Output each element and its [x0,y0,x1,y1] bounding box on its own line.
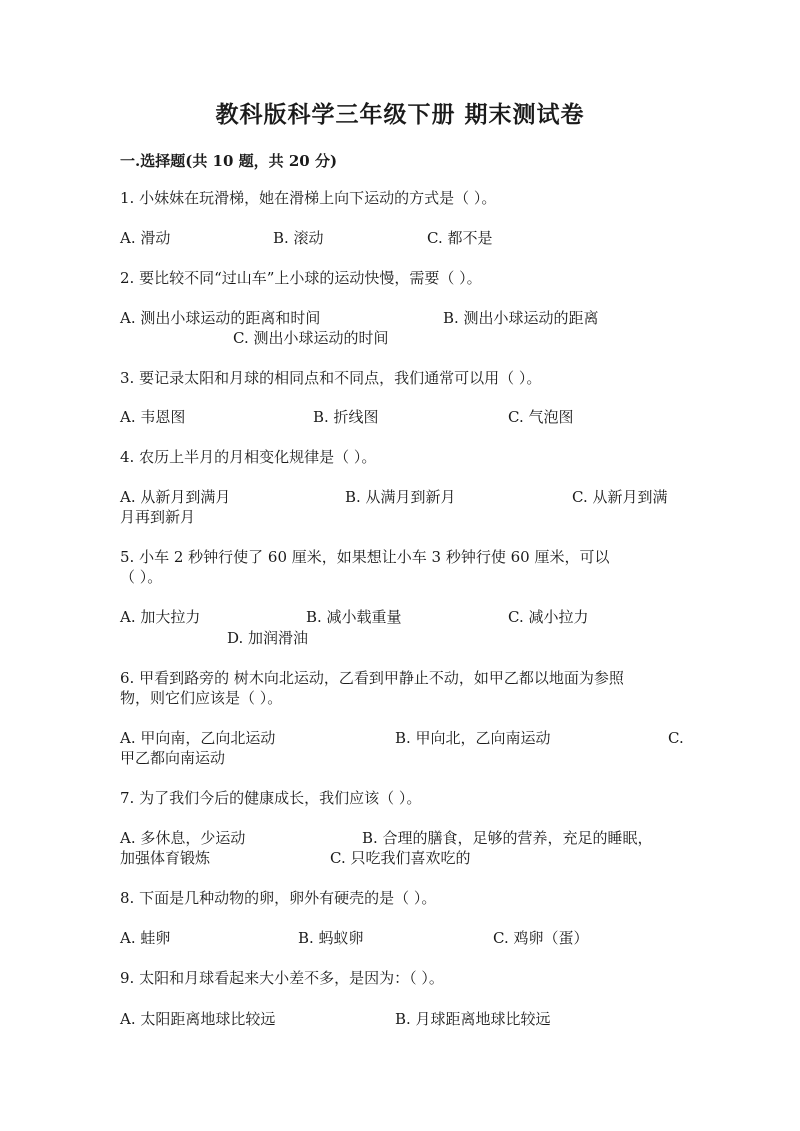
option-6a: A. 甲向南，乙向北运动 [120,729,276,747]
question-stem-4: 4. 农历上半月的月相变化规律是（ ）。 [120,448,377,466]
option-5a: A. 加大拉力 [120,608,201,626]
section-heading: 一.选择题(共 10 题，共 20 分) [120,152,338,170]
question-stem-5-line2: （ ）。 [120,568,163,586]
option-5b: B. 减小载重量 [306,608,402,626]
question-stem-9: 9. 太阳和月球看起来大小差不多，是因为：（ ）。 [120,969,444,987]
question-stem-6-line2: 物，则它们应该是（ ）。 [120,689,283,707]
option-7b: B. 合理的膳食，足够的营养，充足的睡眠， [362,829,653,847]
option-9a: A. 太阳距离地球比较远 [120,1010,276,1028]
option-2a: A. 测出小球运动的距离和时间 [120,309,321,327]
option-4a: A. 从新月到满月 [120,488,231,506]
option-7a: A. 多休息，少运动 [120,829,246,847]
exam-title: 教科版科学三年级下册 期末测试卷 [215,101,585,128]
option-6c-continued: 甲乙都向南运动 [120,749,226,767]
option-1b: B. 滚动 [273,229,324,247]
question-stem-3: 3. 要记录太阳和月球的相同点和不同点，我们通常可以用（ ）。 [120,369,542,387]
option-1a: A. 滑动 [120,229,171,247]
option-6b: B. 甲向北，乙向南运动 [395,729,551,747]
option-3b: B. 折线图 [313,408,379,426]
option-8a: A. 蛙卵 [120,929,171,947]
option-3c: C. 气泡图 [508,408,574,426]
option-2b: B. 测出小球运动的距离 [443,309,599,327]
option-8c: C. 鸡卵（蛋） [493,929,589,947]
option-1c: C. 都不是 [427,229,493,247]
question-stem-8: 8. 下面是几种动物的卵，卵外有硬壳的是（ ）。 [120,889,437,907]
option-7b-continued: 加强体育锻炼 [120,849,211,867]
option-5d: D. 加润滑油 [227,629,309,647]
option-6c: C. [668,729,684,747]
option-8b: B. 蚂蚁卵 [298,929,364,947]
option-9b: B. 月球距离地球比较远 [395,1010,551,1028]
option-4b: B. 从满月到新月 [345,488,456,506]
option-3a: A. 韦恩图 [120,408,186,426]
question-stem-2: 2. 要比较不同“过山车”上小球的运动快慢，需要（ ）。 [120,269,482,287]
question-stem-6-line1: 6. 甲看到路旁的 树木向北运动，乙看到甲静止不动，如甲乙都以地面为参照 [120,669,624,687]
question-stem-1: 1. 小妹妹在玩滑梯，她在滑梯上向下运动的方式是（ ）。 [120,189,497,207]
option-4c-continued: 月再到新月 [120,508,196,526]
option-4c: C. 从新月到满 [572,488,668,506]
question-stem-7: 7. 为了我们今后的健康成长，我们应该（ ）。 [120,789,422,807]
option-2c: C. 测出小球运动的时间 [233,329,389,347]
option-7c: C. 只吃我们喜欢吃的 [330,849,471,867]
option-5c: C. 减小拉力 [508,608,589,626]
question-stem-5-line1: 5. 小车 2 秒钟行使了 60 厘米，如果想让小车 3 秒钟行使 60 厘米，可以 [120,548,610,566]
